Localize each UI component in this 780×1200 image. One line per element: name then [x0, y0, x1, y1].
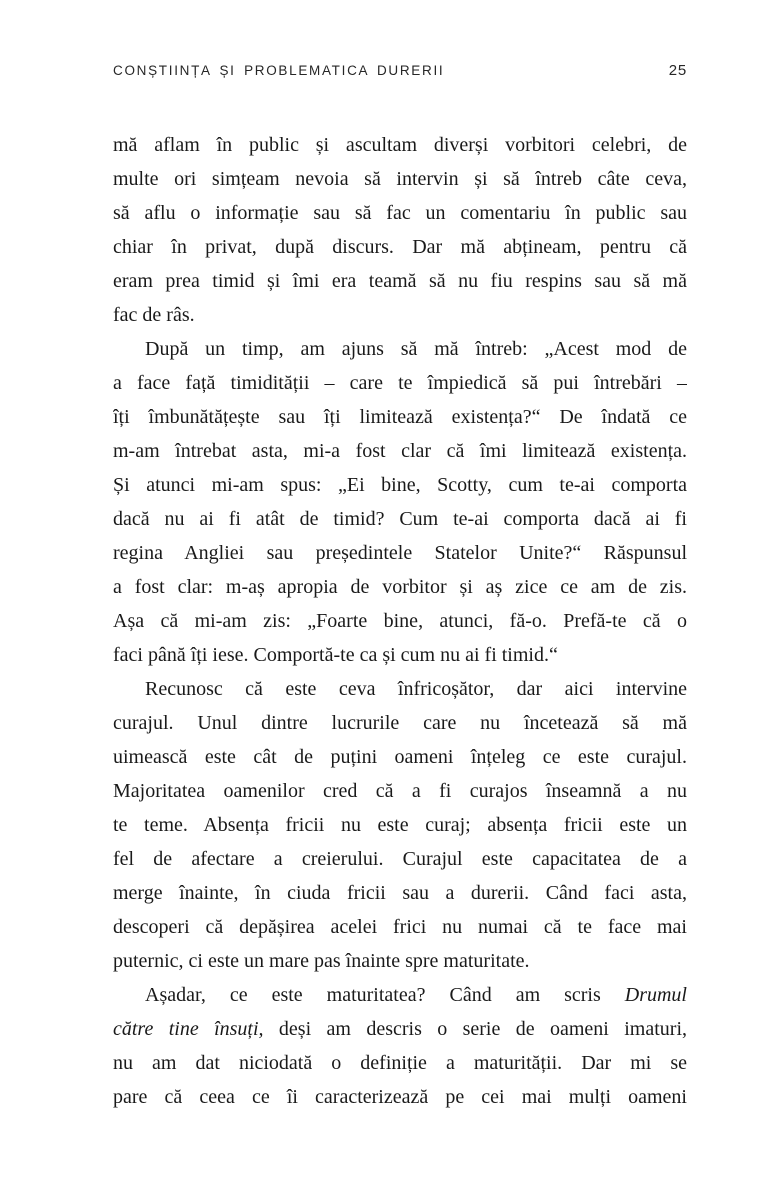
text-line [113, 1012, 687, 1046]
text-segment: deși am descris o serie de oameni imaturi, [263, 1018, 687, 1040]
text-line [113, 502, 687, 536]
text-line [113, 672, 687, 706]
body-text [113, 128, 687, 1114]
text-segment: descoperi că depășirea acelei frici nu numai că te face mai [113, 916, 687, 938]
text-line [113, 808, 687, 842]
chapter-title: CONȘTIINȚA ȘI PROBLEMATICA DURERII [113, 63, 445, 78]
text-segment: mă aflam în public și ascultam diverși vorbitori celebri, de [113, 134, 687, 156]
text-segment: să aflu o informație sau să fac un comentariu în public sau [113, 202, 687, 224]
text-segment: regina Angliei sau președintele Statelor Unite?“ Răspunsul [113, 542, 687, 564]
text-segment: Așadar, ce este maturitatea? Când am scris [145, 984, 625, 1006]
text-line [113, 536, 687, 570]
text-line [113, 128, 687, 162]
text-segment: a face față timidității – care te împiedică să pui întrebări – [113, 372, 687, 394]
text-line [113, 978, 687, 1012]
italic-text-segment: către tine însuți, [113, 1018, 264, 1040]
text-line [113, 162, 687, 196]
text-segment: faci până îți iese. Comportă-te ca și cum nu ai fi timid.“ [113, 644, 558, 666]
text-line [113, 638, 687, 672]
italic-text-segment: Drumul [624, 984, 687, 1006]
text-segment: nu am dat niciodată o definiție a maturității. Dar mi se [113, 1052, 687, 1074]
text-line [113, 264, 687, 298]
text-segment: a fost clar: m-aș apropia de vorbitor și aș zice ce am de zis. [113, 576, 687, 598]
text-line [113, 1080, 687, 1114]
text-line [113, 400, 687, 434]
text-line [113, 434, 687, 468]
page-number: 25 [668, 62, 687, 79]
text-line [113, 604, 687, 638]
text-segment: fel de afectare a creierului. Curajul este capacitatea de a [113, 848, 687, 870]
text-segment: pare că ceea ce îi caracterizează pe cei mai mulți oameni [113, 1086, 687, 1108]
text-segment: eram prea timid și îmi era teamă să nu fiu respins sau să mă [113, 270, 687, 292]
text-segment: te teme. Absența fricii nu este curaj; absența fricii este un [113, 814, 687, 836]
text-line [113, 468, 687, 502]
text-segment: multe ori simțeam nevoia să intervin și să întreb câte ceva, [113, 168, 687, 190]
text-segment: uimească este cât de puțini oameni înțeleg ce este curajul. [113, 746, 687, 768]
text-line [113, 740, 687, 774]
text-line [113, 570, 687, 604]
text-segment: Recunosc că este ceva înfricoșător, dar aici intervine [145, 678, 687, 700]
text-segment: m-am întrebat asta, mi-a fost clar că îmi limitează existența. [113, 440, 687, 462]
text-segment: Așa că mi-am zis: „Foarte bine, atunci, fă-o. Prefă-te că o [113, 610, 687, 632]
text-line [113, 366, 687, 400]
text-line [113, 774, 687, 808]
text-line [113, 196, 687, 230]
text-segment: După un timp, am ajuns să mă întreb: „Acest mod de [145, 338, 687, 360]
text-segment: îți îmbunătățește sau îți limitează existența?“ De îndată ce [113, 406, 687, 428]
text-line [113, 230, 687, 264]
text-line [113, 944, 687, 978]
running-header [113, 62, 687, 79]
text-line [113, 1046, 687, 1080]
text-line [113, 842, 687, 876]
text-segment: Și atunci mi-am spus: „Ei bine, Scotty, cum te-ai comporta [113, 474, 687, 496]
text-segment: merge înainte, în ciuda fricii sau a durerii. Când faci asta, [113, 882, 687, 904]
text-segment: chiar în privat, după discurs. Dar mă abțineam, pentru că [113, 236, 687, 258]
text-line [113, 910, 687, 944]
text-segment: dacă nu ai fi atât de timid? Cum te-ai comporta dacă ai fi [113, 508, 687, 530]
text-segment: curajul. Unul dintre lucrurile care nu încetează să mă [113, 712, 687, 734]
text-segment: Majoritatea oamenilor cred că a fi curajos înseamnă a nu [113, 780, 687, 802]
text-line [113, 876, 687, 910]
text-segment: fac de râs. [113, 304, 195, 326]
text-line [113, 298, 687, 332]
text-line [113, 706, 687, 740]
text-segment: puternic, ci este un mare pas înainte spre maturitate. [113, 950, 530, 972]
text-line [113, 332, 687, 366]
